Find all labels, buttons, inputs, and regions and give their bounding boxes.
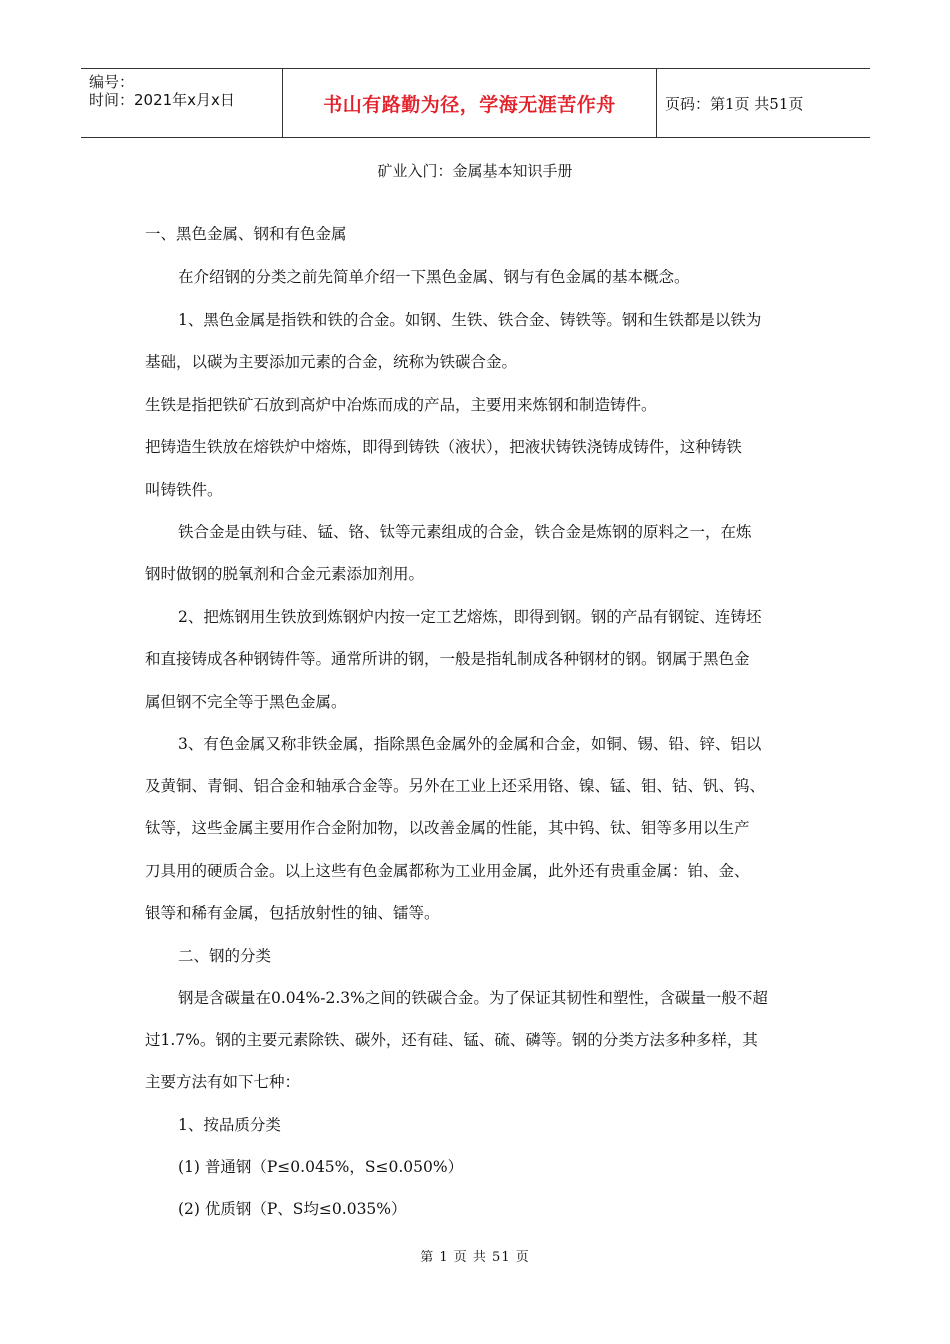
paragraph-3-line: 刀具用的硬质合金。以上这些有色金属都称为工业用金属，此外还有贵重金属：铂、金、 [145, 862, 750, 880]
paragraph-4-line: 主要方法有如下七种： [145, 1073, 301, 1091]
paragraph-ferroalloy-line: 铁合金是由铁与硅、锰、铬、钛等元素组成的合金，铁合金是炼钢的原料之一，在炼 [178, 523, 752, 541]
header-page-info: 页码：第1页 共51页 [665, 94, 804, 113]
paragraph-2-line: 和直接铸成各种钢铸件等。通常所讲的钢，一般是指轧制成各种钢材的钢。钢属于黑色金 [145, 650, 750, 668]
date-label: 时间：2021年x月x日 [89, 91, 235, 109]
paragraph-cast-iron-line: 把铸造生铁放在熔铁炉中熔炼，即得到铸铁（液状），把液状铸铁浇铸成铸件，这种铸铁 [145, 438, 742, 456]
paragraph-cast-iron-line: 叫铸铁件。 [145, 481, 223, 499]
page-header [81, 68, 870, 138]
page-footer: 第 1 页 共 51 页 [420, 1250, 530, 1265]
paragraph-intro: 在介绍钢的分类之前先简单介绍一下黑色金属、钢与有色金属的基本概念。 [178, 268, 690, 286]
paragraph-4-line: 过1.7%。钢的主要元素除铁、碳外，还有硅、锰、硫、磷等。钢的分类方法多种多样，其 [145, 1031, 758, 1049]
paragraph-3-line: 3、有色金属又称非铁金属，指除黑色金属外的金属和合金，如铜、锡、铅、锌、铝以 [178, 735, 762, 753]
header-page-cell [656, 69, 870, 137]
header-motto-cell [282, 69, 657, 137]
header-left-cell [81, 69, 282, 137]
paragraph-1-line: 基础，以碳为主要添加元素的合金，统称为铁碳合金。 [145, 353, 518, 371]
paragraph-1-line: 1、黑色金属是指铁和铁的合金。如钢、生铁、铁合金、铸铁等。钢和生铁都是以铁为 [178, 311, 762, 329]
serial-label: 编号： [89, 73, 135, 91]
section-heading-2: 二、钢的分类 [178, 947, 272, 965]
paragraph-3-line: 银等和稀有金属，包括放射性的铀、镭等。 [145, 904, 440, 922]
header-motto: 书山有路勤为径，学海无涯苦作舟 [323, 93, 616, 116]
paragraph-2-line: 属但钢不完全等于黑色金属。 [145, 693, 347, 711]
document-title: 矿业入门：金属基本知识手册 [377, 162, 573, 180]
section-heading-1: 一、黑色金属、钢和有色金属 [145, 225, 347, 243]
paragraph-ferroalloy-line: 钢时做钢的脱氧剂和合金元素添加剂用。 [145, 565, 425, 583]
subsection-heading: 1、按品质分类 [178, 1116, 281, 1134]
paragraph-4-line: 钢是含碳量在0.04%-2.3%之间的铁碳合金。为了保证其韧性和塑性，含碳量一般不超 [178, 989, 768, 1007]
list-item: (1) 普通钢（P≤0.045%，S≤0.050%） [178, 1158, 464, 1176]
paragraph-3-line: 钛等，这些金属主要用作合金附加物，以改善金属的性能，其中钨、钛、钼等多用以生产 [145, 819, 750, 837]
paragraph-2-line: 2、把炼钢用生铁放到炼钢炉内按一定工艺熔炼，即得到钢。钢的产品有钢锭、连铸坯 [178, 608, 762, 626]
list-item: (2) 优质钢（P、S均≤0.035%） [178, 1200, 407, 1218]
paragraph-3-line: 及黄铜、青铜、铝合金和轴承合金等。另外在工业上还采用铬、镍、锰、钼、钴、钒、钨、 [145, 777, 766, 795]
paragraph-pig-iron: 生铁是指把铁矿石放到高炉中冶炼而成的产品，主要用来炼钢和制造铸件。 [145, 396, 657, 414]
